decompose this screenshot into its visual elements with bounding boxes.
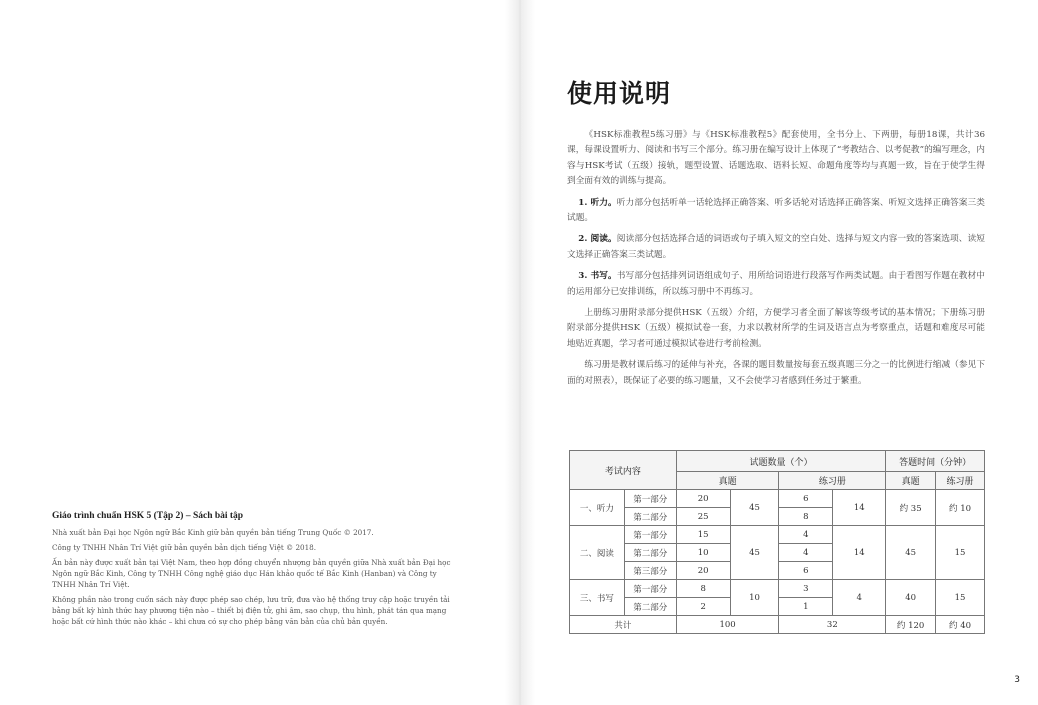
book-title: Giáo trình chuẩn HSK 5 (Tập 2) – Sách bài tập	[52, 511, 244, 521]
total-label: 共计	[570, 616, 677, 634]
table-header: 真题	[886, 472, 936, 490]
instructions-body	[567, 128, 985, 395]
total-cell: 4	[833, 580, 886, 616]
item-text: 听力部分包括听单一话轮选择正确答案、听多话轮对话选择正确答案、听短文选择正确答案三类试题。	[567, 197, 985, 224]
copyright-line: Nhà xuất bản Đại học Ngôn ngữ Bắc Kinh giữ bản quyền bản tiếng Trung Quốc © 2017.	[52, 528, 374, 537]
value-cell: 4	[779, 544, 833, 562]
value-cell: 8	[676, 580, 730, 598]
part-cell: 第一部分	[624, 490, 676, 508]
section-cell: 三、书写	[570, 580, 625, 616]
copyright-line: Không phần nào trong cuốn sách này được phép sao chép, lưu trữ, đưa vào hệ thống truy cập hoặc truyền tải bằng bất kỳ hình thức hay phương tiện nào – thiết bị điện tử, ghi âm, sao chụp, thu hình, phát tán qua mạng hoặc bất cứ hình thức nào khác – khi chưa có sự cho phép bằng văn bản của chủ bản quyền.	[52, 595, 450, 626]
table-header: 考试内容	[570, 451, 677, 490]
total-cell: 10	[730, 580, 779, 616]
item-text: 阅读部分包括选择合适的词语或句子填入短文的空白处、选择与短文内容一致的答案选项、读短文选择正确答案三类试题。	[567, 234, 985, 260]
item-text: 书写部分包括排列词语组成句子、用所给词语进行段落写作两类试题。由于看图写作题在教材中的运用部分已安排训练，所以练习册中不再练习。	[567, 271, 985, 297]
value-cell: 25	[676, 508, 730, 526]
table-row	[570, 526, 985, 544]
item-label: 2. 阅读。	[578, 234, 617, 245]
value-cell: 6	[779, 490, 833, 508]
time-cell: 约 10	[936, 490, 985, 526]
table-header: 答题时间（分钟）	[886, 451, 985, 472]
value-cell: 10	[676, 544, 730, 562]
paragraph: 《HSK标准教程5练习册》与《HSK标准教程5》配套使用，全书分上、下两册，每册18课，共计36课，每课设置听力、阅读和书写三个部分。练习册在编写设计上体现了“考教结合、以考促教”的编写理念，内容与HSK考试（五级）接轨，题型设置、话题选取、语料长短、命题角度等均与真题一致，旨在于使学生得到全面有效的训练与提高。	[567, 130, 985, 187]
page-title: 使用说明	[567, 79, 672, 108]
total-cell: 45	[730, 490, 779, 526]
total-value: 约 120	[886, 616, 936, 634]
value-cell: 15	[676, 526, 730, 544]
list-item	[567, 196, 985, 227]
list-item	[567, 269, 985, 300]
part-cell: 第一部分	[624, 526, 676, 544]
value-cell: 4	[779, 526, 833, 544]
book-gutter	[505, 0, 535, 705]
value-cell: 6	[779, 562, 833, 580]
copyright-line: Ấn bản này được xuất bản tại Việt Nam, theo hợp đồng chuyển nhượng bản quyền giữa Nhà xuất bản Đại học Ngôn ngữ Bắc Kinh, Công ty TNHH Công nghệ giáo dục Hán khảo quốc tế Bắc Kinh (Hanban) và Công ty TNHH Nhân Trí Việt.	[52, 558, 451, 589]
value-cell: 20	[676, 562, 730, 580]
list-item	[567, 232, 985, 263]
paragraph: 上册练习册附录部分提供HSK（五级）介绍，方便学习者全面了解该等级考试的基本情况；下册练习册附录部分提供HSK（五级）模拟试卷一套，力求以教材所学的生词及语言点为考察重点，话题和难度尽可能地贴近真题，学习者可通过模拟试卷进行考前检测。	[567, 308, 985, 349]
table-header: 练习册	[936, 472, 985, 490]
total-value: 100	[676, 616, 779, 634]
total-cell: 14	[833, 490, 886, 526]
table-header: 真题	[676, 472, 779, 490]
value-cell: 20	[676, 490, 730, 508]
time-cell: 15	[936, 580, 985, 616]
item-label: 1. 听力。	[578, 197, 617, 208]
part-cell: 第二部分	[624, 544, 676, 562]
total-value: 约 40	[936, 616, 985, 634]
part-cell: 第三部分	[624, 562, 676, 580]
time-cell: 40	[886, 580, 936, 616]
section-cell: 二、阅读	[570, 526, 625, 580]
time-cell: 15	[936, 526, 985, 580]
total-cell: 45	[730, 526, 779, 580]
value-cell: 8	[779, 508, 833, 526]
copyright-line: Công ty TNHH Nhân Trí Việt giữ bản quyền bản dịch tiếng Việt © 2018.	[52, 543, 317, 552]
table-header: 练习册	[779, 472, 886, 490]
page-number: 3	[1014, 675, 1020, 685]
time-cell: 约 35	[886, 490, 936, 526]
value-cell: 3	[779, 580, 833, 598]
paragraph: 练习册是教材课后练习的延伸与补充，各课的题目数量按每套五级真题三分之一的比例进行缩减（参见下面的对照表），既保证了必要的练习题量，又不会使学习者感到任务过于繁重。	[567, 360, 985, 386]
table-row	[570, 490, 985, 508]
total-cell: 14	[833, 526, 886, 580]
comparison-table	[569, 450, 985, 634]
copyright-block	[52, 511, 452, 631]
table-row	[570, 580, 985, 598]
time-cell: 45	[886, 526, 936, 580]
table-total-row	[570, 616, 985, 634]
part-cell: 第二部分	[624, 598, 676, 616]
value-cell: 1	[779, 598, 833, 616]
part-cell: 第一部分	[624, 580, 676, 598]
part-cell: 第二部分	[624, 508, 676, 526]
item-label: 3. 书写。	[578, 271, 617, 282]
total-value: 32	[779, 616, 886, 634]
value-cell: 2	[676, 598, 730, 616]
section-cell: 一、听力	[570, 490, 625, 526]
right-page	[535, 0, 1038, 705]
table-header: 试题数量（个）	[676, 451, 885, 472]
